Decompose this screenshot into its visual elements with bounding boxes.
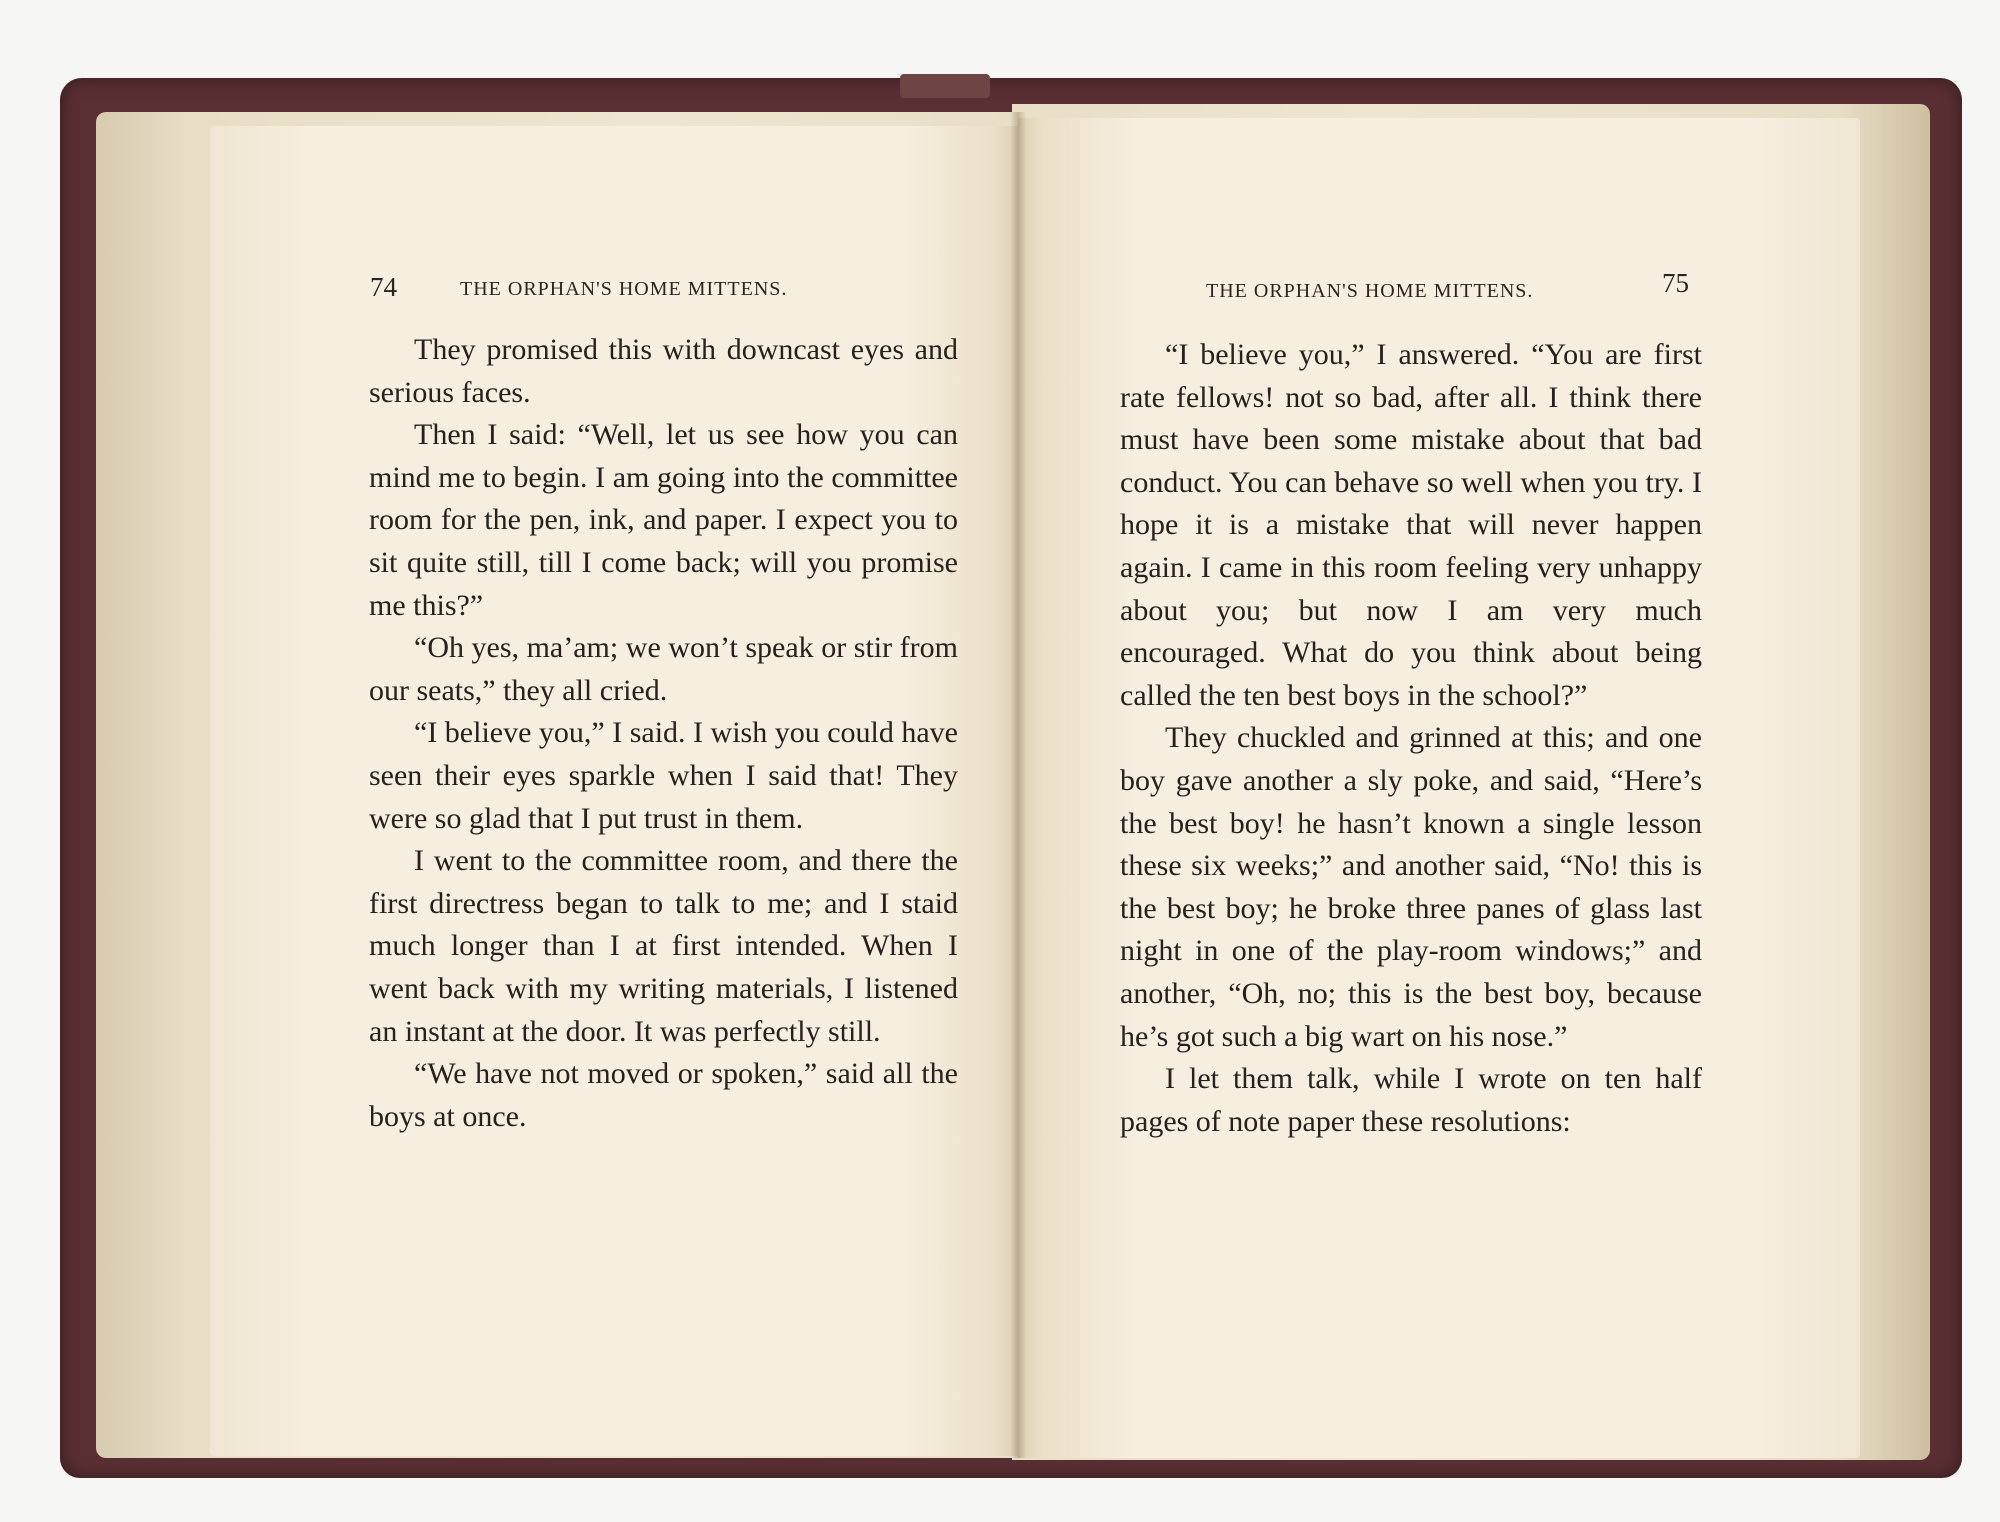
spine-top bbox=[900, 74, 990, 98]
paragraph: They chuckled and grinned at this; and one boy gave another a sly poke, and said, “Here’s the best boy! he hasn’t known a single lesson these six weeks;” and another said, “No! this is the best boy; he broke three panes of glass last night in one of the play-room windows;” and another, “Oh, no; this is the best boy, because he’s got such a big wart on his nose.” bbox=[1120, 721, 1702, 1053]
paragraph: “We have not moved or spoken,” said all the boys at once. bbox=[369, 1057, 958, 1133]
left-page-number: 74 bbox=[370, 272, 397, 302]
paragraph: I let them talk, while I wrote on ten half pages of note paper these resolutions: bbox=[1120, 1062, 1702, 1138]
right-page-number: 75 bbox=[1662, 268, 1689, 298]
left-page-text bbox=[369, 329, 958, 1138]
paragraph: Then I said: “Well, let us see how you can mind me to begin. I am going into the committee room for the pen, ink, and paper. I expect you to sit quite still, till I come back; will you promise me this?” bbox=[369, 418, 958, 622]
paragraph: They promised this with downcast eyes and serious faces. bbox=[369, 333, 958, 409]
paragraph: “I believe you,” I said. I wish you could have seen their eyes sparkle when I said that! They were so glad that I put trust in them. bbox=[369, 716, 958, 835]
book-gutter bbox=[1010, 112, 1026, 1458]
right-running-head: THE ORPHAN'S HOME MITTENS. bbox=[1206, 280, 1534, 302]
right-page-text bbox=[1120, 334, 1702, 1143]
paragraph: “Oh yes, ma’am; we won’t speak or stir from our seats,” they all cried. bbox=[369, 631, 958, 707]
paragraph: “I believe you,” I answered. “You are first rate fellows! not so bad, after all. I think there must have been some mistake about that bad conduct. You can behave so well when you try. I hope it is a mistake that will never happen again. I came in this room feeling very unhappy about you; but now I am very much encouraged. What do you think about being called the ten best boys in the school?” bbox=[1120, 338, 1702, 712]
paragraph: I went to the committee room, and there the first directress began to talk to me; and I staid much longer than I at first intended. When I went back with my writing materials, I listened an instant at the door. It was perfectly still. bbox=[369, 844, 958, 1048]
left-running-head: THE ORPHAN'S HOME MITTENS. bbox=[460, 278, 788, 300]
